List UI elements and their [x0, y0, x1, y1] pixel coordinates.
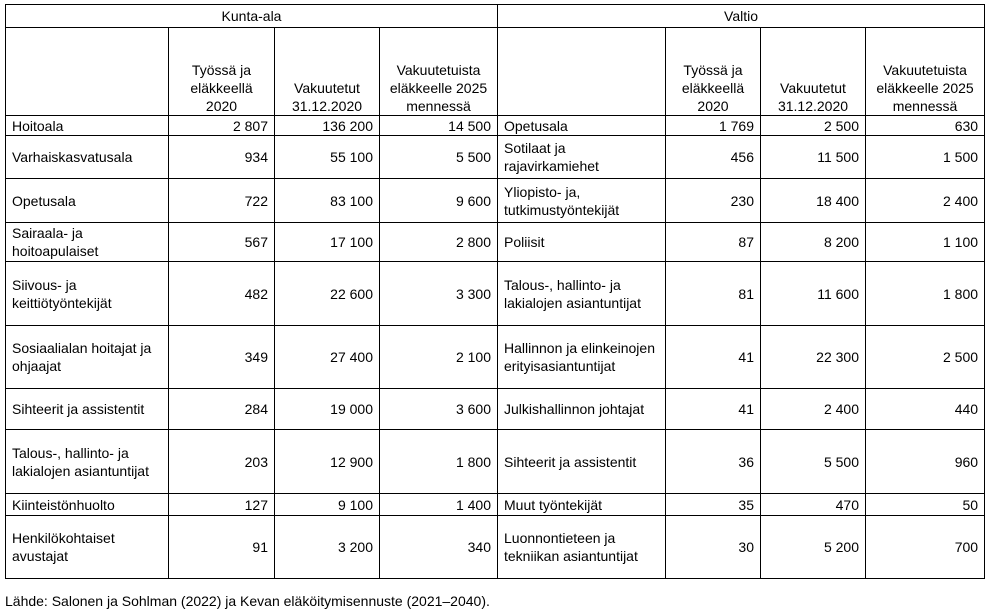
cell-working-municipal: 127 — [169, 494, 275, 516]
cell-working-state: 30 — [666, 516, 761, 579]
col-header-working: Työssä ja eläkkeellä 2020 — [666, 28, 761, 116]
cell-retiring-state: 2 400 — [866, 179, 985, 223]
row-name-municipal: Hoitoala — [6, 116, 169, 136]
cell-retiring-municipal: 3 600 — [380, 389, 498, 430]
row-name-municipal: Sairaala- ja hoitoapulaiset — [6, 223, 169, 262]
table-row — [6, 326, 985, 389]
header-empty-right — [498, 28, 666, 116]
col-header-retiring: Vakuutetuista eläkkeelle 2025 mennessä — [866, 28, 985, 116]
cell-working-state: 41 — [666, 326, 761, 389]
cell-retiring-municipal: 9 600 — [380, 179, 498, 223]
cell-insured-state: 18 400 — [761, 179, 866, 223]
header-empty-left — [6, 28, 169, 116]
cell-insured-municipal: 55 100 — [275, 136, 380, 179]
cell-working-municipal: 349 — [169, 326, 275, 389]
cell-retiring-municipal: 5 500 — [380, 136, 498, 179]
cell-retiring-state: 2 500 — [866, 326, 985, 389]
table-row — [6, 136, 985, 179]
cell-insured-state: 470 — [761, 494, 866, 516]
cell-retiring-state: 960 — [866, 430, 985, 494]
row-name-municipal: Talous-, hallinto- ja lakialojen asiantuntijat — [6, 430, 169, 494]
cell-retiring-state: 1 500 — [866, 136, 985, 179]
row-name-state: Opetusala — [498, 116, 666, 136]
table-row — [6, 262, 985, 326]
row-name-municipal: Opetusala — [6, 179, 169, 223]
cell-retiring-municipal: 14 500 — [380, 116, 498, 136]
cell-insured-municipal: 27 400 — [275, 326, 380, 389]
col-header-insured: Vakuutetut 31.12.2020 — [275, 28, 380, 116]
cell-insured-state: 2 500 — [761, 116, 866, 136]
row-name-state: Poliisit — [498, 223, 666, 262]
cell-insured-municipal: 22 600 — [275, 262, 380, 326]
cell-retiring-state: 1 800 — [866, 262, 985, 326]
table-row — [6, 116, 985, 136]
cell-retiring-state: 50 — [866, 494, 985, 516]
cell-working-state: 35 — [666, 494, 761, 516]
row-name-state: Sihteerit ja assistentit — [498, 430, 666, 494]
cell-working-state: 81 — [666, 262, 761, 326]
cell-insured-state: 22 300 — [761, 326, 866, 389]
table-row — [6, 516, 985, 579]
row-name-municipal: Henkilökohtaiset avustajat — [6, 516, 169, 579]
cell-working-state: 456 — [666, 136, 761, 179]
cell-insured-state: 11 600 — [761, 262, 866, 326]
cell-insured-municipal: 83 100 — [275, 179, 380, 223]
cell-retiring-state: 440 — [866, 389, 985, 430]
row-name-state: Luonnontieteen ja tekniikan asiantuntijat — [498, 516, 666, 579]
cell-working-municipal: 2 807 — [169, 116, 275, 136]
table-row — [6, 389, 985, 430]
row-name-municipal: Sosiaalialan hoitajat ja ohjaajat — [6, 326, 169, 389]
cell-working-municipal: 934 — [169, 136, 275, 179]
table-row — [6, 494, 985, 516]
cell-insured-state: 5 200 — [761, 516, 866, 579]
col-header-retiring: Vakuutetuista eläkkeelle 2025 mennessä — [380, 28, 498, 116]
cell-insured-municipal: 17 100 — [275, 223, 380, 262]
cell-working-state: 230 — [666, 179, 761, 223]
col-header-insured: Vakuutetut 31.12.2020 — [761, 28, 866, 116]
cell-insured-state: 5 500 — [761, 430, 866, 494]
cell-insured-municipal: 3 200 — [275, 516, 380, 579]
row-name-municipal: Varhaiskasvatusala — [6, 136, 169, 179]
cell-working-municipal: 567 — [169, 223, 275, 262]
cell-retiring-municipal: 3 300 — [380, 262, 498, 326]
retirement-table — [5, 4, 985, 579]
cell-insured-municipal: 136 200 — [275, 116, 380, 136]
cell-retiring-municipal: 1 400 — [380, 494, 498, 516]
cell-working-state: 36 — [666, 430, 761, 494]
table-row — [6, 223, 985, 262]
cell-working-municipal: 722 — [169, 179, 275, 223]
cell-insured-state: 11 500 — [761, 136, 866, 179]
cell-working-municipal: 91 — [169, 516, 275, 579]
cell-insured-state: 2 400 — [761, 389, 866, 430]
cell-retiring-municipal: 2 100 — [380, 326, 498, 389]
group-header-municipal: Kunta-ala — [6, 5, 498, 28]
cell-working-state: 87 — [666, 223, 761, 262]
source-note: Lähde: Salonen ja Sohlman (2022) ja Kevan eläköitymisennuste (2021–2040). — [5, 593, 490, 609]
cell-insured-state: 8 200 — [761, 223, 866, 262]
row-name-state: Muut työntekijät — [498, 494, 666, 516]
cell-retiring-municipal: 340 — [380, 516, 498, 579]
cell-working-municipal: 203 — [169, 430, 275, 494]
row-name-state: Yliopisto- ja, tutkimustyöntekijät — [498, 179, 666, 223]
row-name-state: Julkishallinnon johtajat — [498, 389, 666, 430]
cell-insured-municipal: 12 900 — [275, 430, 380, 494]
col-header-working: Työssä ja eläkkeellä 2020 — [169, 28, 275, 116]
cell-retiring-state: 1 100 — [866, 223, 985, 262]
row-name-municipal: Sihteerit ja assistentit — [6, 389, 169, 430]
cell-retiring-state: 700 — [866, 516, 985, 579]
group-header-state: Valtio — [498, 5, 985, 28]
row-name-municipal: Kiinteistönhuolto — [6, 494, 169, 516]
row-name-municipal: Siivous- ja keittiötyöntekijät — [6, 262, 169, 326]
table-row — [6, 430, 985, 494]
table-row — [6, 179, 985, 223]
cell-retiring-municipal: 2 800 — [380, 223, 498, 262]
cell-working-municipal: 284 — [169, 389, 275, 430]
cell-working-state: 1 769 — [666, 116, 761, 136]
cell-retiring-municipal: 1 800 — [380, 430, 498, 494]
row-name-state: Sotilaat ja rajavirkamiehet — [498, 136, 666, 179]
cell-retiring-state: 630 — [866, 116, 985, 136]
cell-insured-municipal: 19 000 — [275, 389, 380, 430]
row-name-state: Talous-, hallinto- ja lakialojen asiantuntijat — [498, 262, 666, 326]
row-name-state: Hallinnon ja elinkeinojen erityisasiantuntijat — [498, 326, 666, 389]
cell-insured-municipal: 9 100 — [275, 494, 380, 516]
cell-working-municipal: 482 — [169, 262, 275, 326]
cell-working-state: 41 — [666, 389, 761, 430]
